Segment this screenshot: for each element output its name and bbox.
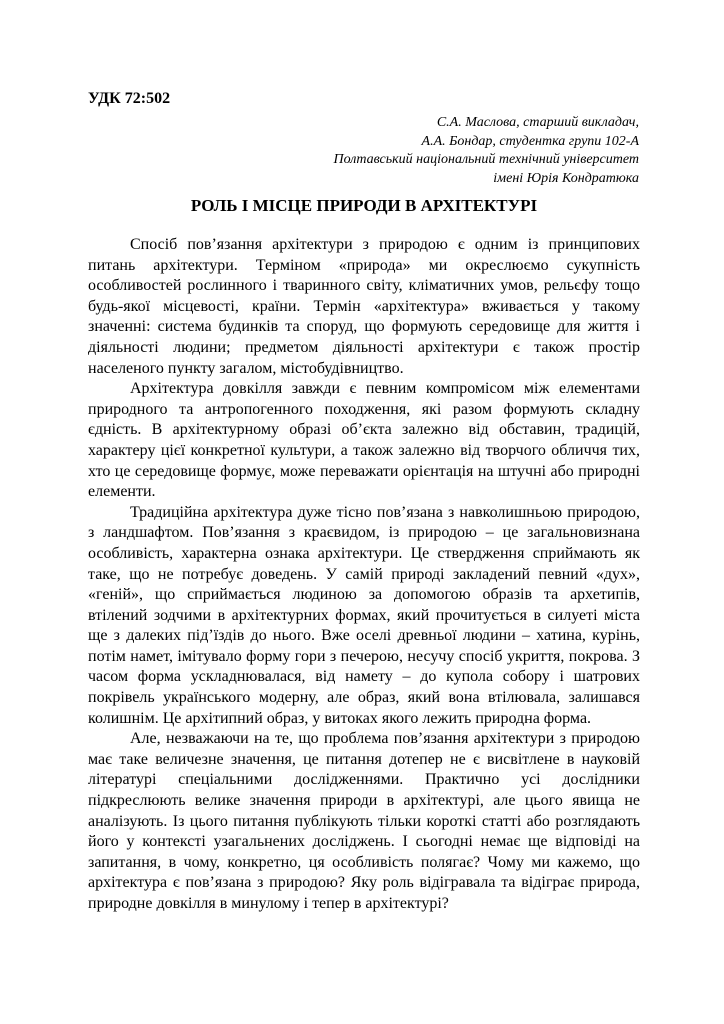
paragraph: Архітектура довкілля завжди є певним компромісом між елементами природного та антропогенного походження, які разом формують складну єдність. В архітектурному образі об’єкта залежно від обставин, традицій, характеру цієї конкретної культури, а також залежно від творчого обличчя тих, хто це середовище формує, може переважати орієнтація на штучні або природні елементи. bbox=[88, 380, 640, 501]
article-body bbox=[88, 235, 640, 915]
paragraph: Традиційна архітектура дуже тісно пов’язана з навколишньою природою, з ландшафтом. Пов’язання з краєвидом, із природою – це загальновизнана особливість, характерна ознака архітектури. Це ствердження сприймають як таке, що не потребує доведень. У самій природі закладений певний «дух», «геній», що сприймається людиною за допомогою образів та архетипів, втілений зодчими в архітектурних формах, який прочитується в силуеті міста ще з далеких під’їздів до нього. Вже оселі древньої людини – хатина, курінь, потім намет, імітувало форму гори з печерою, несучу спосіб укриття, покрова. З часом форма ускладнювалася, від намету – до купола собору і шатрових покрівель українського модерну, але образ, який вона втілювала, залишався колишнім. Це архітипний образ, у витоках якого лежить природна форма. bbox=[88, 503, 640, 727]
author-affiliation-name: імені Юрія Кондратюка bbox=[493, 170, 639, 186]
author-line-1: С.А. Маслова, старший викладач, bbox=[436, 115, 639, 130]
paragraph: Спосіб пов’язання архітектури з природою є одним із принципових питань архітектури. Терміном «природа» ми окреслюємо сукупність особливостей рослинного і тваринного світу, кліматичних умов, рельєфу тощо будь-якої місцевості, країни. Термін «архітектура» вживається у такому значенні: система будинків та споруд, що формують середовище для життя і діяльності людини; предметом діяльності архітектури є також простір населеного пункту загалом, містобудівництво. bbox=[88, 236, 640, 377]
article-title: РОЛЬ І МІСЦЕ ПРИРОДИ В АРХІТЕКТУРІ bbox=[190, 196, 538, 215]
udk-code: УДК 72:502 bbox=[88, 90, 171, 107]
paragraph: Але, незважаючи на те, що проблема пов’язання архітектури з природою має таке величезне значення, це питання дотепер не є висвітлене в науковій літературі спеціальними дослідженнями. Практично усі дослідники підкреслюють велике значення природи в архітектурі, але цього явища не аналізують. Із цього питання публікують тільки короткі статті або розглядають його у контексті узагальнених досліджень. І сьогодні немає ще відповіді на запитання, в чому, конкретно, ця особливість полягає? Чому ми кажемо, що архітектура є пов’язана з природою? Яку роль відігравала та відіграє природа, природне довкілля в минулому і тепер в архітектурі? bbox=[88, 730, 640, 912]
author-block bbox=[159, 114, 639, 188]
author-affiliation: Полтавський національний технічний університет bbox=[333, 152, 639, 167]
author-line-2: А.А. Бондар, студентка групи 102-А bbox=[421, 133, 639, 149]
